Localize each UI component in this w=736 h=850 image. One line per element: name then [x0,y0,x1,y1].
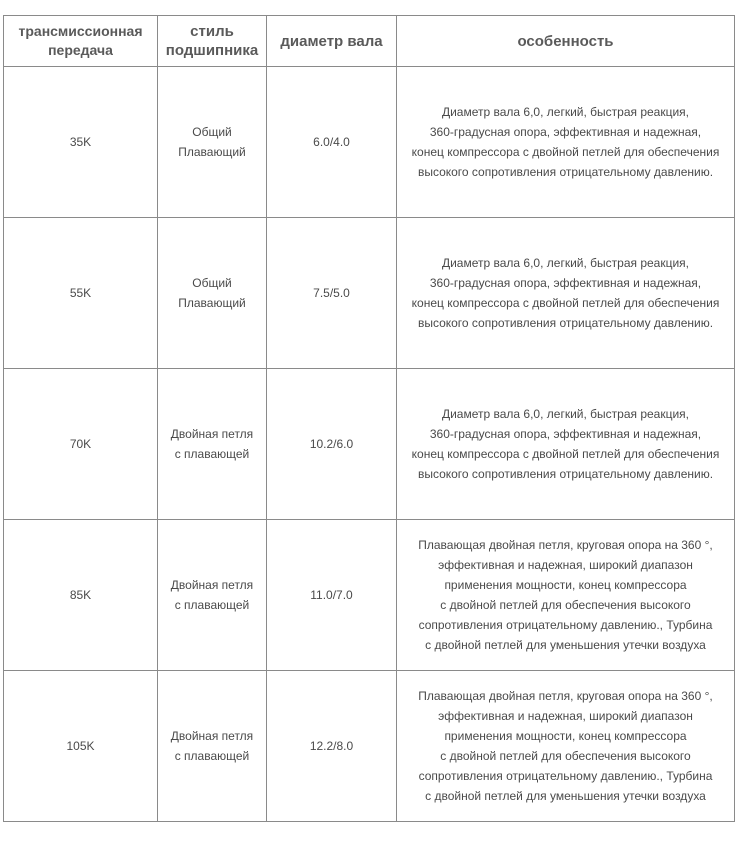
cell-transmission: 70K [4,369,158,520]
table-row [4,520,735,671]
cell-feature: Плавающая двойная петля, круговая опора на 360 °, эффективная и надежная, широкий диапазон применения мощности, конец компрессора с двойной петлей для обеспечения высокого сопротивления отрицательному давлению., Турбина с двойной петлей для уменьшения утечки воздуха [397,520,735,671]
cell-bearing-style: Общий Плавающий [158,218,267,369]
header-row [4,16,735,67]
cell-feature: Диаметр вала 6,0, легкий, быстрая реакция, 360-градусная опора, эффективная и надежная, конец компрессора с двойной петлей для обеспечения высокого сопротивления отрицательному давлению. [397,218,735,369]
cell-transmission: 55K [4,218,158,369]
header-bearing-style: стиль подшипника [158,16,267,67]
header-shaft-diameter: диаметр вала [267,16,397,67]
cell-shaft-diameter: 12.2/8.0 [267,671,397,822]
cell-bearing-style: Двойная петля с плавающей [158,520,267,671]
table-row [4,671,735,822]
cell-shaft-diameter: 11.0/7.0 [267,520,397,671]
cell-feature: Диаметр вала 6,0, легкий, быстрая реакция, 360-градусная опора, эффективная и надежная, конец компрессора с двойной петлей для обеспечения высокого сопротивления отрицательному давлению. [397,67,735,218]
cell-feature: Диаметр вала 6,0, легкий, быстрая реакция, 360-градусная опора, эффективная и надежная, конец компрессора с двойной петлей для обеспечения высокого сопротивления отрицательному давлению. [397,369,735,520]
cell-bearing-style: Двойная петля с плавающей [158,671,267,822]
cell-shaft-diameter: 10.2/6.0 [267,369,397,520]
cell-bearing-style: Двойная петля с плавающей [158,369,267,520]
cell-shaft-diameter: 6.0/4.0 [267,67,397,218]
table-row [4,369,735,520]
table-row [4,218,735,369]
spec-table [3,15,735,822]
cell-transmission: 85K [4,520,158,671]
cell-bearing-style: Общий Плавающий [158,67,267,218]
cell-shaft-diameter: 7.5/5.0 [267,218,397,369]
table-body [4,67,735,822]
table-row [4,67,735,218]
cell-transmission: 105K [4,671,158,822]
cell-transmission: 35K [4,67,158,218]
table-header [4,16,735,67]
header-feature: особенность [397,16,735,67]
header-transmission: трансмиссионная передача [4,16,158,67]
cell-feature: Плавающая двойная петля, круговая опора на 360 °, эффективная и надежная, широкий диапазон применения мощности, конец компрессора с двойной петлей для обеспечения высокого сопротивления отрицательному давлению., Турбина с двойной петлей для уменьшения утечки воздуха [397,671,735,822]
